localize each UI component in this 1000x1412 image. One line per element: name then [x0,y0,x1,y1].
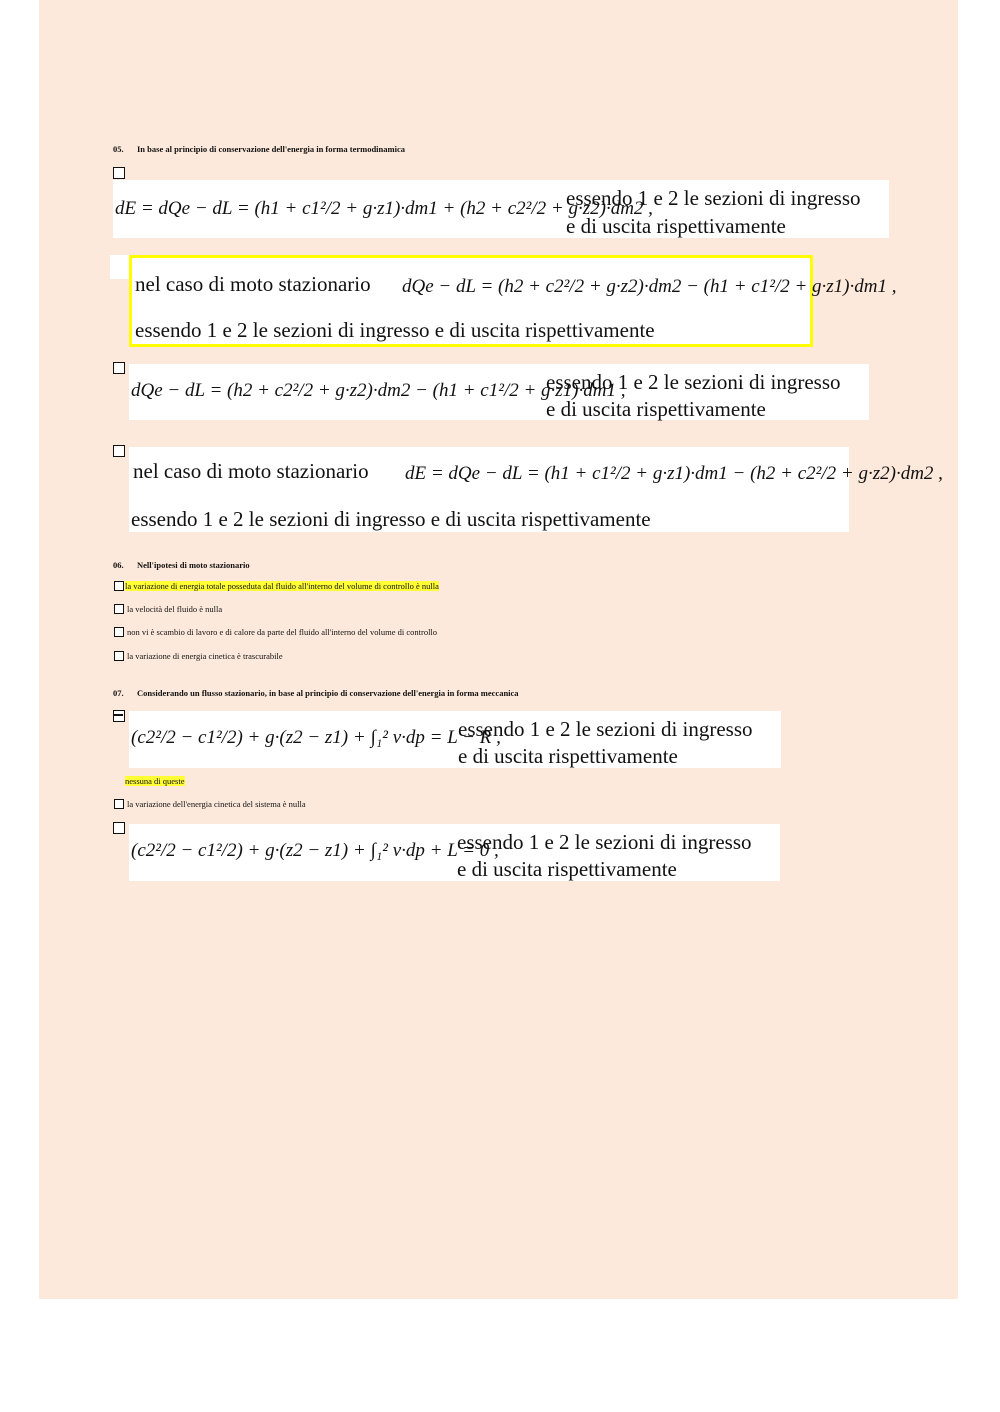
q05-option4-checkbox[interactable] [113,445,125,457]
q07-option4-checkbox[interactable] [113,822,125,834]
q06-option3-label[interactable]: non vi è scambio di lavoro e di calore da parte del fluido all'interno del volume di controllo [127,627,438,637]
q06-option2-label[interactable]: la velocità del fluido è nulla [127,604,223,614]
q05-option4-image[interactable]: nel caso di moto stazionario dE = dQe − dL = (h1 + c1²/2 + g·z1)·dm1 − (h2 + c2²/2 + g·z2)·dm2 , essendo 1 e 2 le sezioni di ingresso e di uscita rispettivamente [129,447,849,532]
q05-option1-checkbox[interactable] [113,167,125,179]
q07-option1-checkbox[interactable] [113,710,125,722]
q06-option4-checkbox[interactable] [114,651,124,661]
q07-option3-label[interactable]: la variazione dell'energia cinetica del sistema è nulla [127,799,306,809]
q05-option1-image[interactable]: dE = dQe − dL = (h1 + c1²/2 + g·z1)·dm1 + (h2 + c2²/2 + g·z2)·dm2 , essendo 1 e 2 le sezioni di ingresso e di uscita rispettivamente [113,180,889,238]
q05-option2-selected-box[interactable]: nel caso di moto stazionario dQe − dL = (h2 + c2²/2 + g·z2)·dm2 − (h1 + c1²/2 + g·z1)·dm1 , essendo 1 e 2 le sezioni di ingresso e di uscita rispettivamente [129,255,813,347]
q07-option1-image[interactable]: (c2²/2 − c1²/2) + g·(z2 − z1) + ∫₁² v·dp = L − R , essendo 1 e 2 le sezioni di ingresso e di uscita rispettivamente [129,711,781,768]
q06-option1-checkbox[interactable] [114,581,124,591]
q06-option2-checkbox[interactable] [114,604,124,614]
q07-option4-image[interactable]: (c2²/2 − c1²/2) + g·(z2 − z1) + ∫₁² v·dp + L = 0 , essendo 1 e 2 le sezioni di ingresso e di uscita rispettivamente [129,824,780,881]
q07-option2-label[interactable]: nessuna di queste [125,776,185,786]
question-05-title: 05. In base al principio di conservazione dell'energia in forma termodinamica [113,144,405,154]
q05-option3-image[interactable]: dQe − dL = (h2 + c2²/2 + g·z2)·dm2 − (h1 + c1²/2 + g·z1)·dm1 , essendo 1 e 2 le sezioni di ingresso e di uscita rispettivamente [129,364,869,420]
q06-option3-checkbox[interactable] [114,627,124,637]
q06-option1-label[interactable]: la variazione di energia totale posseduta dal fluido all'interno del volume di controllo è nulla [125,581,439,591]
checkbox-mark [114,714,123,716]
q05-option3-checkbox[interactable] [113,362,125,374]
q06-option4-label[interactable]: la variazione di energia cinetica è trascurabile [127,651,283,661]
question-07-title: 07. Considerando un flusso stazionario, in base al principio di conservazione dell'energia in forma meccanica [113,688,519,698]
q07-option3-checkbox[interactable] [114,799,124,809]
question-06-title: 06. Nell'ipotesi di moto stazionario [113,560,250,570]
